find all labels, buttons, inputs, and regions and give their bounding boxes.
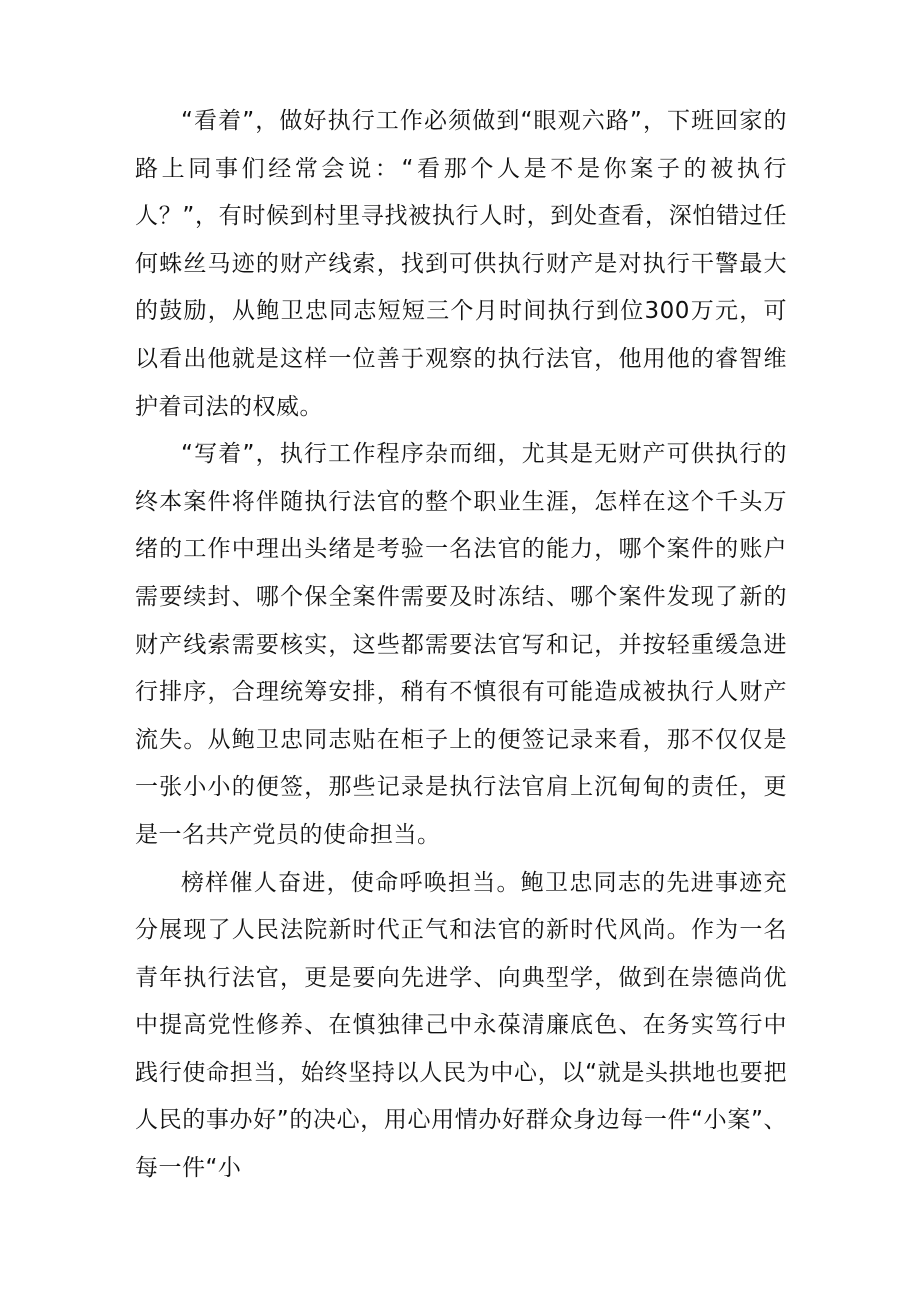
document-body	[135, 98, 787, 1193]
paragraph-kanzhe: “看着”，做好执行工作必须做到“眼观六路”，下班回家的路上同事们经常会说：“看那个人是不是你案子的被执行人？”，有时候到村里寻找被执行人时，到处查看，深怕错过任何蛛丝马迹的财产线索，找到可供执行财产是对执行干警最大的鼓励，从鲍卫忠同志短短三个月时间执行到位300万元，可以看出他就是这样一位善于观察的执行法官，他用他的睿智维护着司法的权威。	[135, 108, 787, 420]
paragraph-bangyang: 榜样催人奋进，使命呼唤担当。鲍卫忠同志的先进事迹充分展现了人民法院新时代正气和法官的新时代风尚。作为一名青年执行法官，更是要向先进学、向典型学，做到在崇德尚优中提高党性修养、在慎独律己中永葆清廉底色、在务实笃行中践行使命担当，始终坚持以人民为中心，以“就是头拱地也要把人民的事办好”的决心，用心用情办好群众身边每一件“小案”、每一件“小	[135, 869, 787, 1182]
paragraph-xiezhe: “写着”，执行工作程序杂而细，尤其是无财产可供执行的终本案件将伴随执行法官的整个职业生涯，怎样在这个千头万绪的工作中理出头绪是考验一名法官的能力，哪个案件的账户需要续封、哪个保全案件需要及时冻结、哪个案件发现了新的财产线索需要核实，这些都需要法官写和记，并按轻重缓急进行排序，合理统筹安排，稍有不慎很有可能造成被执行人财产流失。从鲍卫忠同志贴在柜子上的便签记录来看，那不仅仅是一张小小的便签，那些记录是执行法官肩上沉甸甸的责任，更是一名共产党员的使命担当。	[135, 441, 787, 848]
